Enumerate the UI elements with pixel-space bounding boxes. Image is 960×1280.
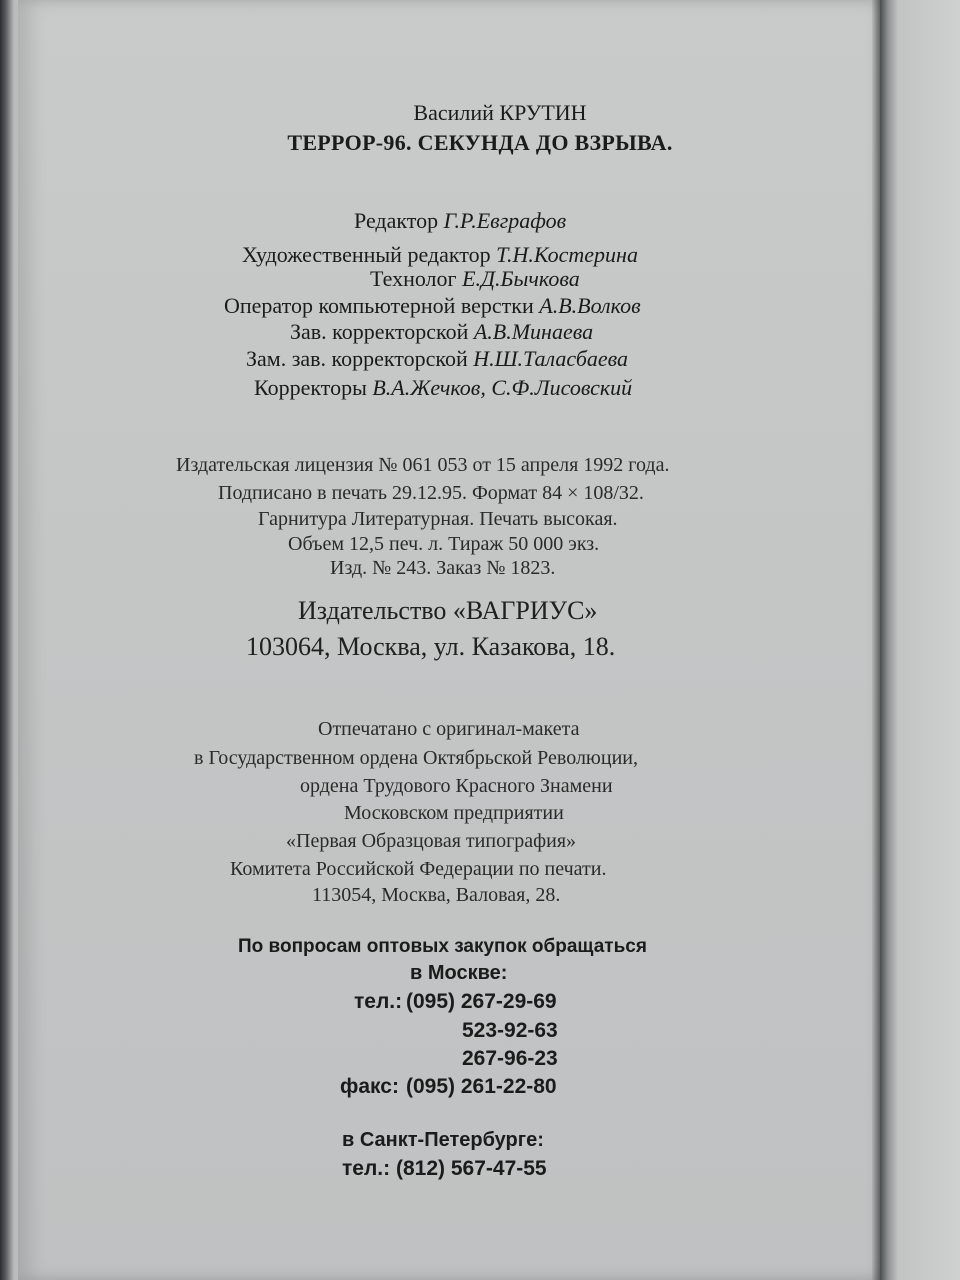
imprint-order: Изд. № 243. Заказ № 1823. bbox=[330, 557, 556, 579]
credit-role: Редактор bbox=[354, 208, 439, 233]
imprint-volume: Объем 12,5 печ. л. Тираж 50 000 экз. bbox=[288, 533, 600, 555]
moscow-tel-2: 523-92-63 bbox=[462, 1019, 558, 1042]
moscow-fax-label: факс: bbox=[340, 1075, 399, 1098]
credit-proof-head bbox=[290, 319, 593, 345]
imprint-license: Издательская лицензия № 061 053 от 15 апреля 1992 года. bbox=[176, 454, 670, 476]
moscow-tel-label: тел.: bbox=[354, 990, 403, 1013]
credit-name: Т.Н.Костерина bbox=[496, 242, 638, 267]
book-title: ТЕРРОР-96. СЕКУНДА ДО ВЗРЫВА. bbox=[287, 130, 673, 155]
printer-line: ордена Трудового Красного Знамени bbox=[300, 775, 613, 797]
credit-name: А.В.Волков bbox=[539, 293, 641, 318]
printer-line: в Государственном ордена Октябрьской Революции, bbox=[194, 747, 638, 769]
credit-role: Оператор компьютерной верстки bbox=[224, 293, 534, 318]
credit-editor bbox=[354, 208, 566, 234]
imprint-typeface: Гарнитура Литературная. Печать высокая. bbox=[258, 508, 618, 530]
credit-name: Г.Р.Евграфов bbox=[443, 208, 567, 233]
credit-role: Художественный редактор bbox=[242, 242, 491, 267]
credit-name: А.В.Минаева bbox=[473, 319, 594, 344]
credit-art-editor bbox=[242, 242, 638, 268]
credit-layout-operator bbox=[224, 293, 641, 319]
credit-role: Зав. корректорской bbox=[290, 319, 469, 344]
contacts-moscow-city: в Москве: bbox=[410, 962, 508, 984]
printer-line: «Первая Образцовая типография» bbox=[286, 830, 577, 852]
printer-line: Комитета Российской Федерации по печати. bbox=[230, 858, 607, 880]
credit-name: Н.Ш.Таласбаева bbox=[473, 346, 629, 371]
publisher-name: Издательство «ВАГРИУС» bbox=[298, 596, 598, 625]
credit-proof-deputy bbox=[246, 346, 628, 372]
page-gutter bbox=[872, 0, 880, 1280]
printer-line: 113054, Москва, Валовая, 28. bbox=[312, 884, 561, 906]
contacts-spb-city: в Санкт-Петербурге: bbox=[342, 1129, 544, 1151]
credit-name: Е.Д.Бычкова bbox=[462, 266, 580, 291]
printer-line: Отпечатано с оригинал-макета bbox=[318, 718, 580, 740]
imprint-signed: Подписано в печать 29.12.95. Формат 84 × 108/32. bbox=[218, 482, 644, 504]
credit-technologist bbox=[370, 266, 580, 292]
credit-role: Корректоры bbox=[254, 375, 367, 400]
credit-role: Технолог bbox=[370, 266, 457, 291]
credit-proofreaders bbox=[254, 375, 632, 401]
spb-tel-label: тел.: bbox=[342, 1157, 391, 1180]
moscow-fax: (095) 261-22-80 bbox=[406, 1075, 557, 1098]
contacts-heading: По вопросам оптовых закупок обращаться bbox=[238, 936, 647, 957]
author-first-name: Василий bbox=[413, 100, 494, 125]
moscow-tel-3: 267-96-23 bbox=[462, 1047, 558, 1070]
author-last-name: КРУТИН bbox=[499, 100, 587, 125]
book-author bbox=[0, 100, 960, 126]
credit-role: Зам. зав. корректорской bbox=[246, 346, 468, 371]
printer-line: Московском предприятии bbox=[344, 802, 564, 824]
publisher-address: 103064, Москва, ул. Казакова, 18. bbox=[246, 632, 616, 661]
spb-tel: (812) 567-47-55 bbox=[396, 1157, 547, 1180]
credit-name: В.А.Жечков, С.Ф.Лисовский bbox=[372, 375, 633, 400]
moscow-tel-1: (095) 267-29-69 bbox=[406, 990, 557, 1013]
adjacent-page-edge bbox=[880, 0, 960, 1280]
